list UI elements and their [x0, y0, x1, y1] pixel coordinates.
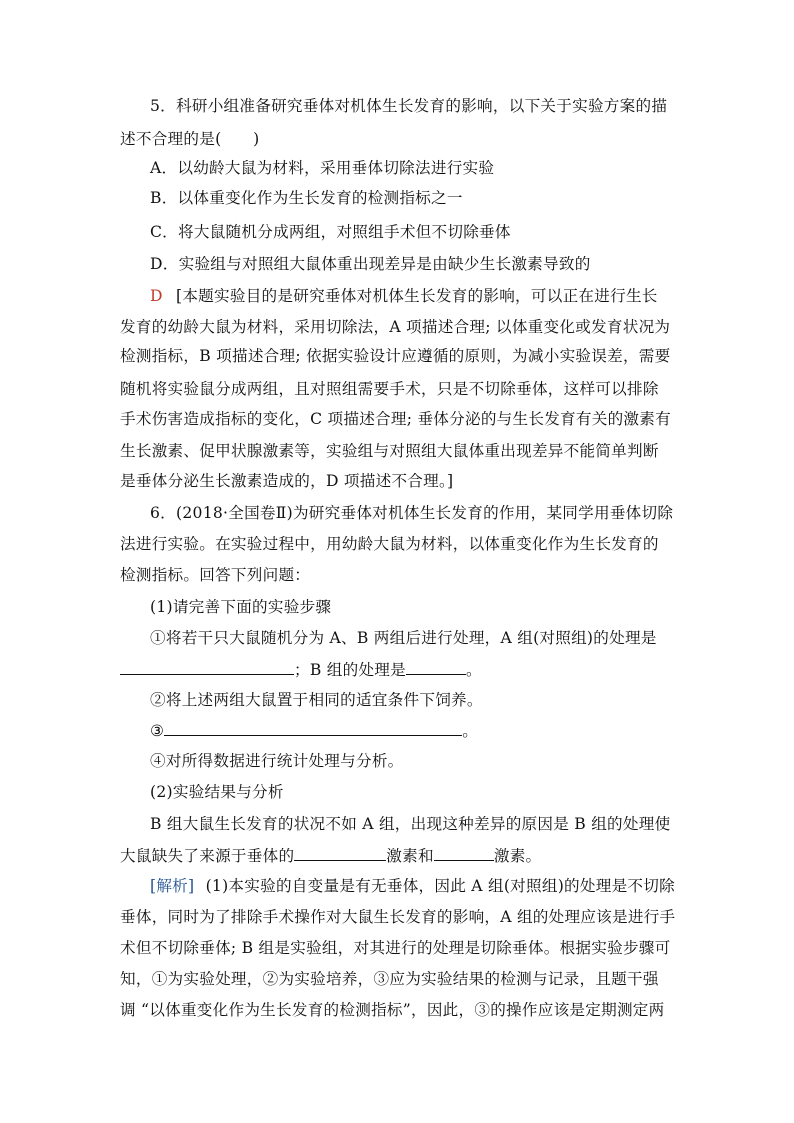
q5-explanation-line-5: 手术伤害造成指标的变化，C 项描述合理; 垂体分泌的与生长发育有关的激素有 — [120, 410, 671, 428]
answer-blank-b-group — [406, 659, 466, 675]
q6-step4: ④对所得数据进行统计处理与分析。 — [150, 752, 404, 770]
q6-analysis-line-2: 垂体，同时为了排除手术操作对大鼠生长发育的影响，A 组的处理应该是进行手 — [120, 908, 676, 926]
answer-blank-hormone-2 — [434, 845, 494, 861]
q6-stem-line-1: 6．(2018·全国卷Ⅱ)为研究垂体对机体生长发育的作用，某同学用垂体切除 — [150, 504, 674, 522]
answer-blank-hormone-1 — [294, 845, 386, 861]
q6-stem-line-2: 法进行实验。在实验过程中，用幼龄大鼠为材料，以体重变化作为生长发育的 — [120, 535, 659, 553]
q5-explanation-line-7: 是垂体分泌生长激素造成的，D 项描述不合理。] — [120, 472, 454, 490]
q6-step3-end-text: 。 — [462, 722, 479, 740]
q6-step2: ②将上述两组大鼠置于相同的适宜条件下饲养。 — [150, 691, 483, 709]
q5-explanation-line-2: 发育的幼龄大鼠为材料，采用切除法，A 项描述合理; 以体重变化或发育状况为 — [120, 318, 671, 336]
q5-explanation-line-1 — [150, 286, 658, 306]
q6-part2-title: (2)实验结果与分析 — [150, 783, 284, 801]
q5-explanation-line-3: 检测指标，B 项描述合理; 依据实验设计应遵循的原则，为减小实验误差，需要 — [120, 347, 671, 365]
q6-stem-line-3: 检测指标。回答下列问题： — [120, 566, 311, 584]
q5-answer-letter: D — [150, 287, 163, 305]
q5-explanation-line-4: 随机将实验鼠分成两组，且对照组需要手术，只是不切除垂体，这样可以排除 — [120, 380, 659, 398]
q6-result-line-1: B 组大鼠生长发育的状况不如 A 组，出现这种差异的原因是 B 组的处理使 — [150, 815, 671, 833]
answer-blank-a-group — [120, 659, 294, 675]
q6-step3 — [150, 720, 478, 741]
q6-analysis-line-5: 调 “以体重变化作为生长发育的检测指标”，因此，③的操作应该是定期测定两 — [120, 1001, 665, 1019]
q6-analysis-text-1: (1)本实验的自变量是有无垂体，因此 A 组(对照组)的处理是不切除 — [205, 877, 675, 895]
q6-result-text-b: 激素和 — [386, 847, 434, 865]
q6-analysis-line-3: 术但不切除垂体; B 组是实验组，对其进行的处理是切除垂体。根据实验步骤可 — [120, 939, 671, 957]
q6-analysis-line-1 — [150, 876, 675, 896]
q6-step3-number: ③ — [150, 722, 165, 740]
q6-part1-title: (1)请完善下面的实验步骤 — [150, 598, 332, 616]
q5-stem-line-2: 述不合理的是( ) — [120, 130, 260, 148]
analysis-tag: [解析] — [150, 877, 195, 895]
q6-step1-line-1: ①将若干只大鼠随机分为 A、B 两组后进行处理，A 组(对照组)的处理是 — [150, 629, 657, 647]
q6-step1-end-text: 。 — [465, 661, 482, 679]
answer-blank-step3 — [164, 720, 462, 736]
q5-option-a: A．以幼龄大鼠为材料，采用垂体切除法进行实验 — [150, 159, 495, 177]
q5-explanation-line-6: 生长激素、促甲状腺激素等，实验组与对照组大鼠体重出现差异不能简单判断 — [120, 442, 659, 460]
q5-explanation-text-1: [本题实验目的是研究垂体对机体生长发育的影响，可以正在进行生长 — [175, 287, 658, 305]
q6-result-text-a: 大鼠缺失了来源于垂体的 — [120, 847, 295, 865]
q5-stem-line-1: 5．科研小组准备研究垂体对机体生长发育的影响，以下关于实验方案的描 — [150, 97, 668, 115]
q6-result-text-c: 激素。 — [493, 847, 542, 865]
q5-option-d: D．实验组与对照组大鼠体重出现差异是由缺少生长激素导致的 — [150, 255, 591, 273]
q6-step1-mid-text: ；B 组的处理是 — [294, 661, 406, 679]
q6-result-line-2 — [120, 845, 541, 866]
q5-option-b: B．以体重变化作为生长发育的检测指标之一 — [150, 189, 463, 207]
q5-option-c: C．将大鼠随机分成两组，对照组手术但不切除垂体 — [150, 223, 511, 241]
q6-analysis-line-4: 知，①为实验处理，②为实验培养，③应为实验结果的检测与记录，且题干强 — [120, 970, 659, 988]
q6-step1-line-2 — [120, 659, 482, 680]
